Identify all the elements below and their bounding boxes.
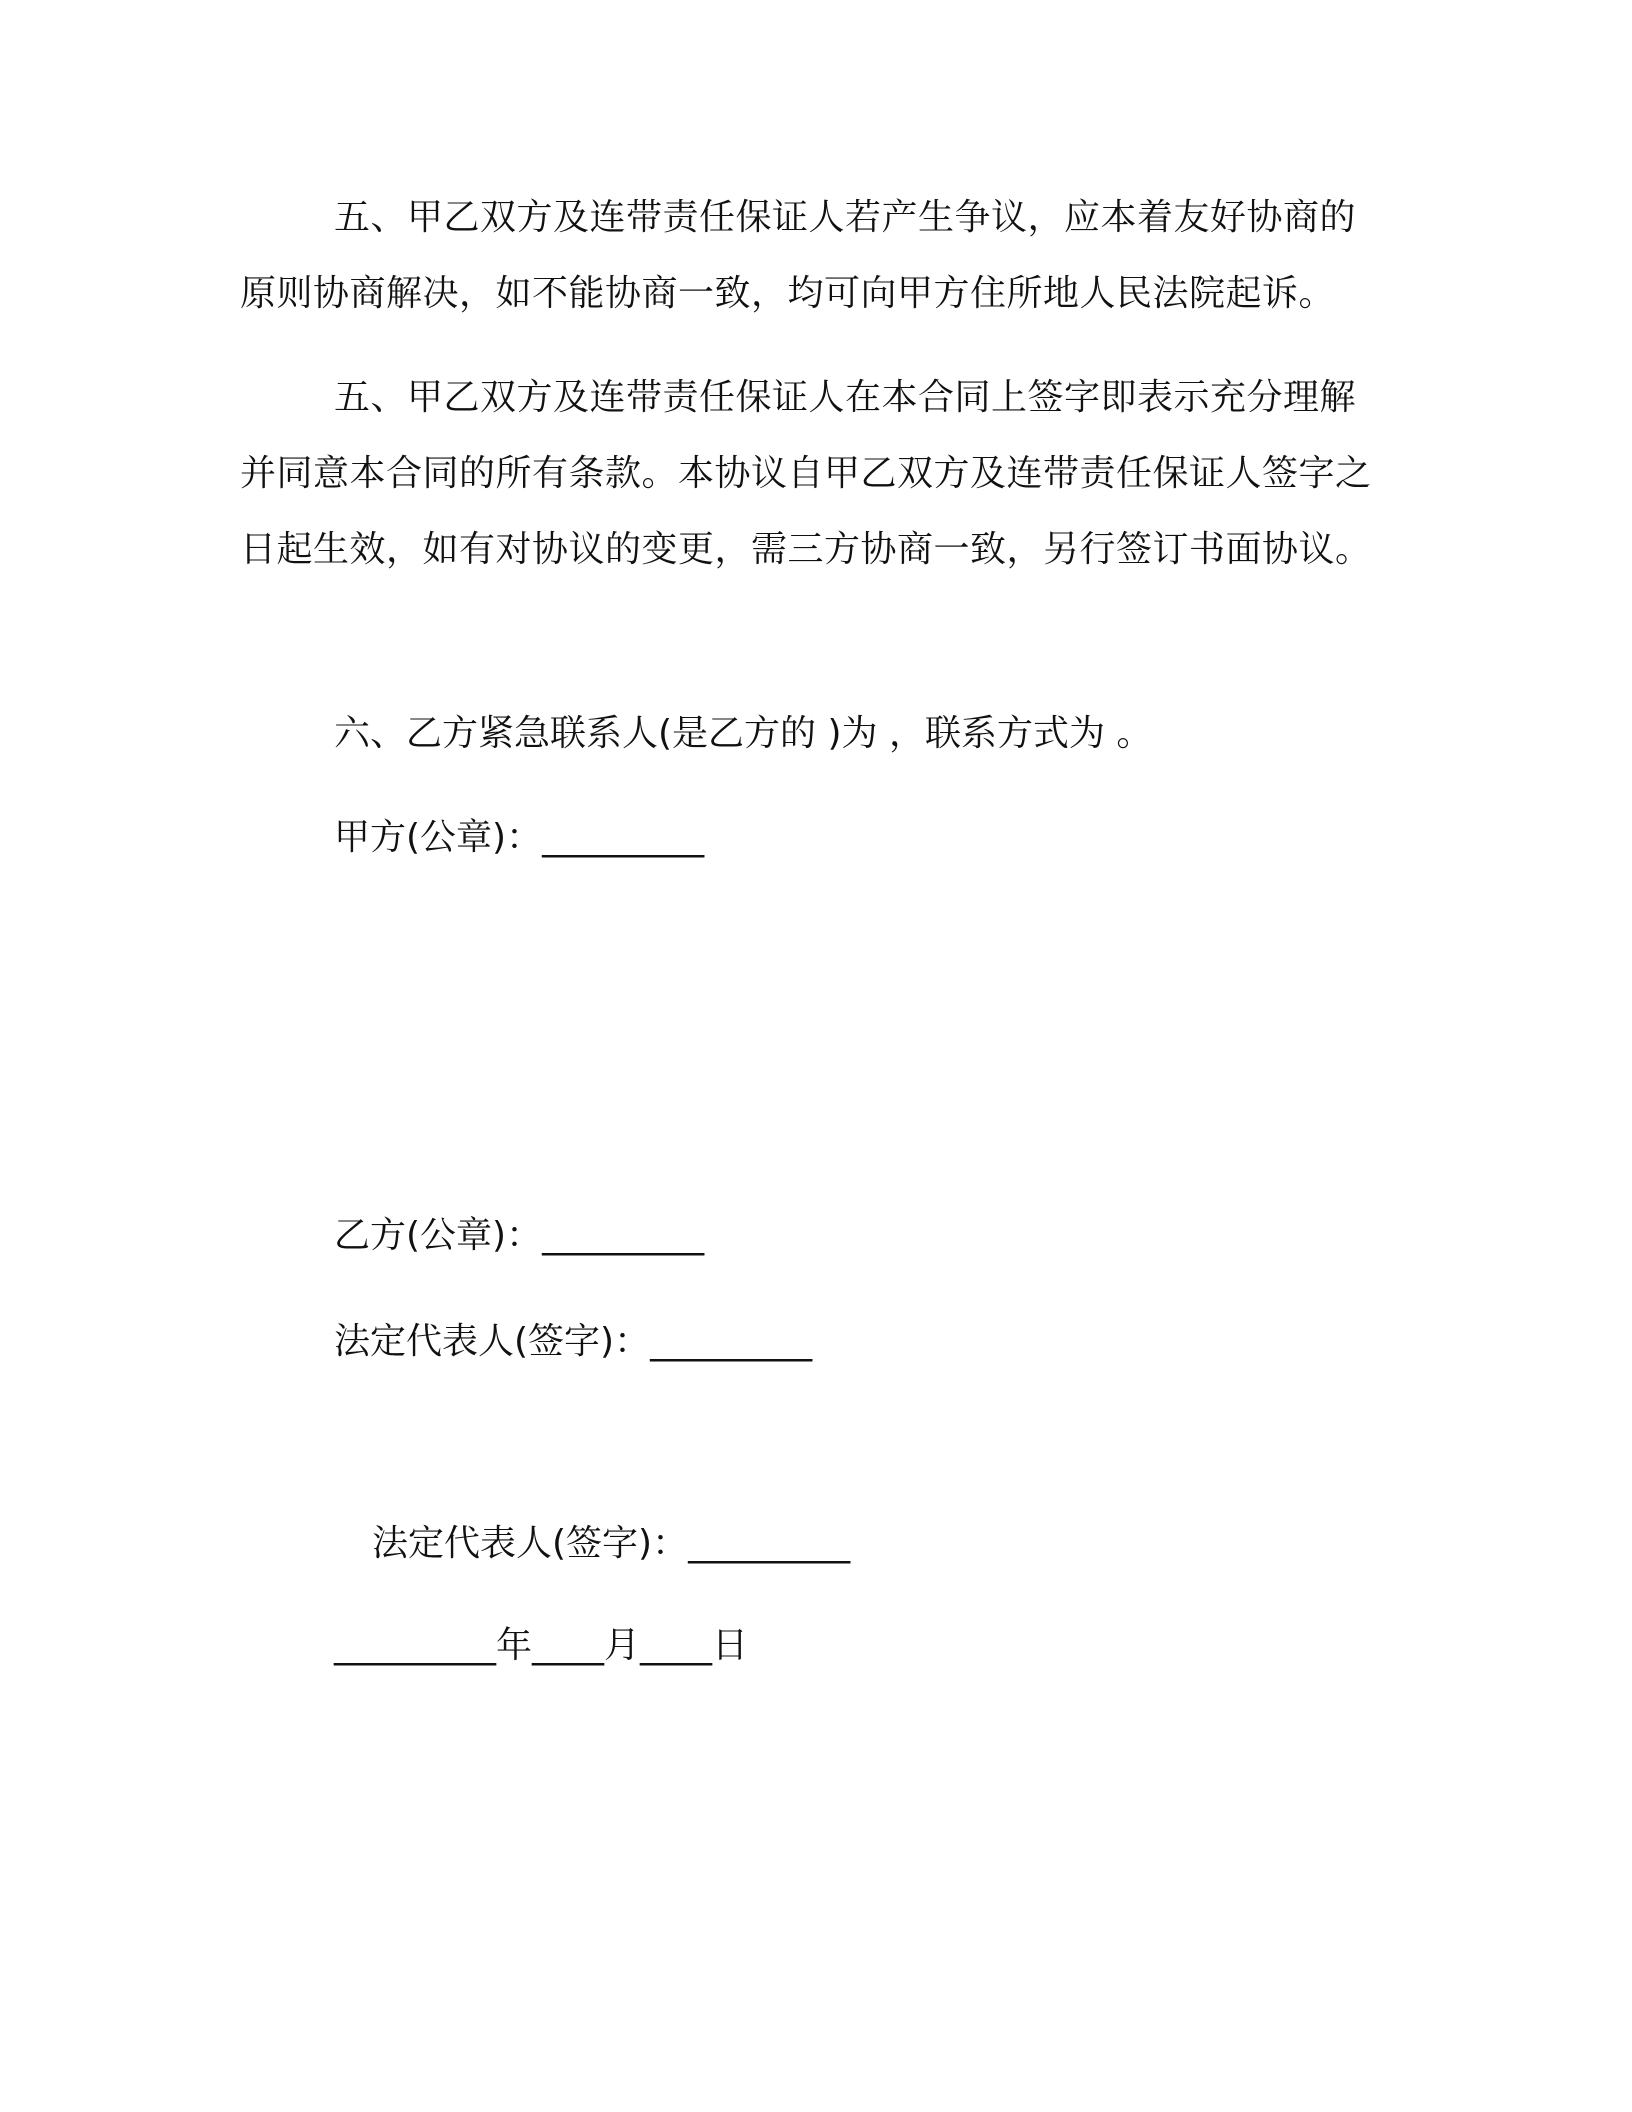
legal-representative-signature-line-2: 法定代表人(签字)：_________ [372, 1523, 851, 1564]
party-b-seal-line: 乙方(公章)：_________ [334, 1215, 705, 1256]
clause-effectiveness: 五、甲乙双方及连带责任保证人在本合同上签字即表示充分理解并同意本合同的所有条款。本协议自甲乙双方及连带责任保证人签字之日起生效，如有对协议的变更，需三方协商一致，另行签订书面协议。 [240, 377, 1372, 570]
clause-emergency-contact: 六、乙方紧急联系人(是乙方的 )为 ，联系方式为 。 [334, 713, 1153, 754]
legal-representative-signature-line: 法定代表人(签字)：_________ [334, 1321, 813, 1362]
clause-dispute-resolution: 五、甲乙双方及连带责任保证人若产生争议，应本着友好协商的原则协商解决，如不能协商一致，均可向甲方住所地人民法院起诉。 [240, 197, 1357, 314]
party-a-seal-line: 甲方(公章)：_________ [334, 817, 705, 858]
date-line: _________年____月____日 [334, 1625, 748, 1666]
